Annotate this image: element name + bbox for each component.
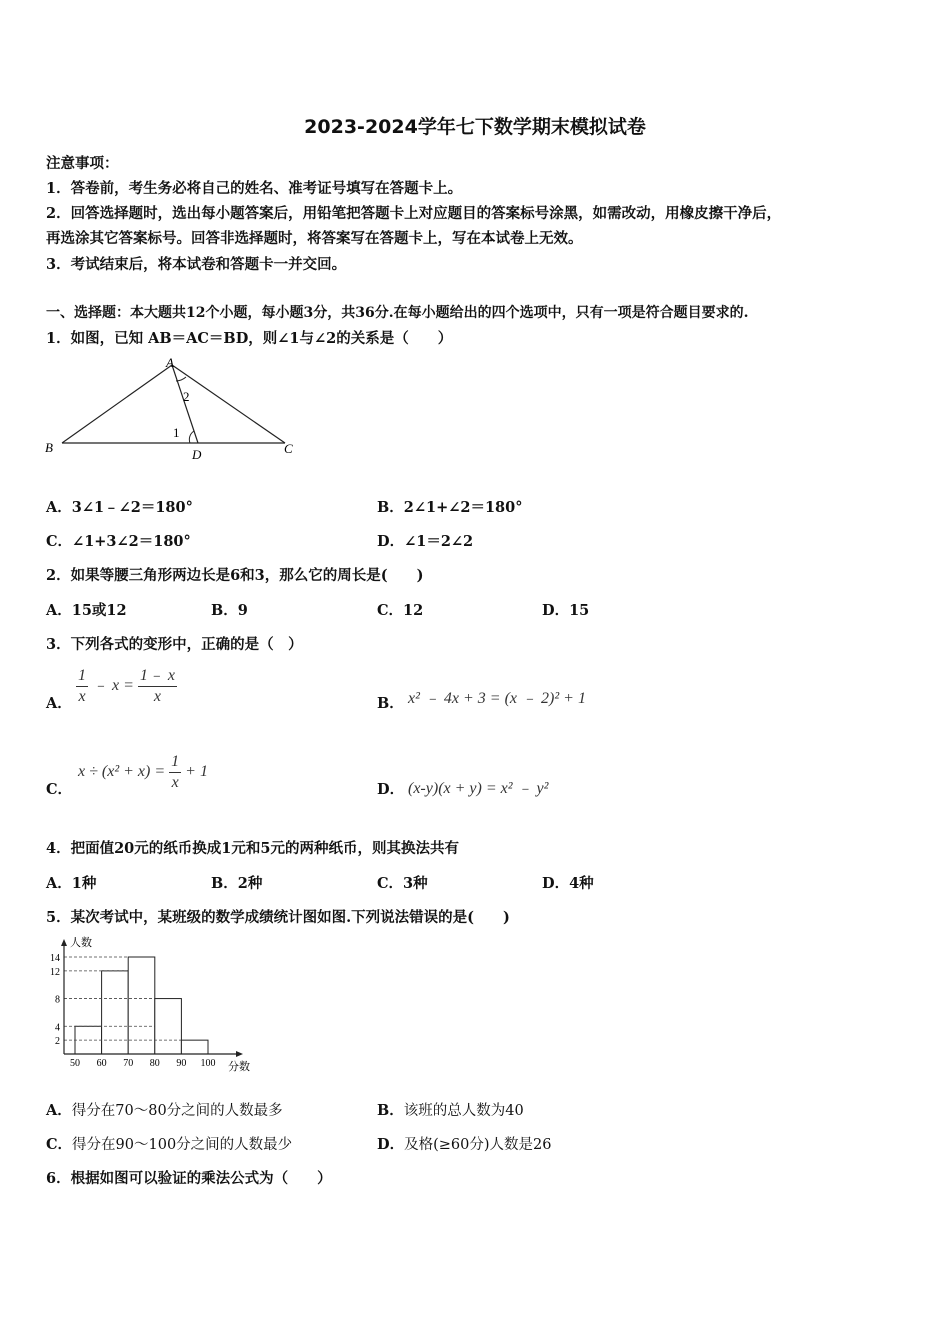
histogram-bar xyxy=(75,1026,102,1054)
notice-item-2-cont: 再选涂其它答案标号。回答非选择题时，将答案写在答题卡上，写在本试卷上无效。 xyxy=(46,230,583,247)
label-d: D xyxy=(192,447,202,462)
q3-c-left: x ÷ (x² + x) = xyxy=(78,763,166,781)
y-tick-label: 14 xyxy=(50,953,60,964)
x-tick-label: 100 xyxy=(200,1058,216,1069)
q5-option-b-text: 该班的总人数为40 xyxy=(403,1103,524,1119)
q6-stem: 6．根据如图可以验证的乘法公式为（ ） xyxy=(46,1170,332,1187)
y-tick-label: 12 xyxy=(50,966,60,978)
q3-option-c-expr xyxy=(78,752,208,793)
q3-option-a-label[interactable]: A． xyxy=(46,695,72,712)
q2-option-b[interactable]: B．9 xyxy=(211,602,248,619)
y-tick-label: 4 xyxy=(55,1022,60,1034)
q2-option-d[interactable]: D．15 xyxy=(542,602,590,619)
x-tick-label: 60 xyxy=(96,1058,107,1069)
q4-option-c[interactable]: C．3种 xyxy=(377,875,428,892)
q2-option-a[interactable]: A．15或12 xyxy=(46,602,127,619)
label-b: B xyxy=(45,440,53,455)
q5-option-d-label: D． xyxy=(377,1136,405,1153)
page-title: 2023-2024学年七下数学期末模拟试卷 xyxy=(304,116,646,138)
x-tick-label: 70 xyxy=(123,1058,134,1069)
frac-num: 1 xyxy=(76,666,88,687)
q1-stem: 1．如图，已知 AB＝AC＝BD，则∠1与∠2的关系是（ ） xyxy=(46,330,453,347)
q3-option-a-expr xyxy=(76,666,177,707)
histogram-bar xyxy=(181,1040,208,1054)
label-c: C xyxy=(284,441,293,456)
q5-option-b-label: B． xyxy=(377,1102,404,1119)
notice-heading: 注意事项： xyxy=(46,155,119,172)
q3-option-c-label[interactable]: C． xyxy=(46,781,73,798)
q4-option-b[interactable]: B．2种 xyxy=(211,875,263,892)
y-axis-label: 人数 xyxy=(70,937,92,949)
q3-option-d-label[interactable]: D． xyxy=(377,781,405,798)
frac-num: 1 xyxy=(169,752,181,773)
y-tick-label: 2 xyxy=(55,1036,60,1048)
frac-den: x xyxy=(153,688,162,705)
notice-item-2: 2．回答选择题时，选出每小题答案后，用铅笔把答题卡上对应题目的答案标号涂黑，如需改动，用橡皮擦干净后， xyxy=(46,205,782,222)
q5-option-c-label: C． xyxy=(46,1136,73,1153)
histogram-bar xyxy=(128,957,155,1054)
q5-option-d[interactable] xyxy=(377,1133,551,1154)
segment-ac xyxy=(172,365,285,443)
q4-stem: 4．把面值20元的纸币换成1元和5元的两种纸币，则其换法共有 xyxy=(46,840,459,857)
x-axis-arrow xyxy=(236,1051,243,1057)
q4-option-d[interactable]: D．4种 xyxy=(542,875,594,892)
q1-option-a[interactable]: A．3∠1﹣∠2＝180° xyxy=(46,499,193,516)
notice-item-1: 1．答卷前，考生务必将自己的姓名、准考证号填写在答题卡上。 xyxy=(46,180,463,197)
q3-c-right: + 1 xyxy=(185,763,208,781)
q3-a-mid: ﹣ x = xyxy=(92,677,134,695)
q5-option-b[interactable] xyxy=(377,1099,524,1120)
q5-option-d-text: 及格(≥60分)人数是26 xyxy=(404,1137,552,1153)
x-tick-label: 80 xyxy=(149,1058,160,1069)
q3-stem: 3．下列各式的变形中，正确的是（ ） xyxy=(46,636,303,653)
frac-den: x xyxy=(78,688,86,705)
q5-option-c-text: 得分在90～100分之间的人数最少 xyxy=(72,1137,293,1153)
x-tick-label: 50 xyxy=(70,1058,80,1069)
q3-option-b-expr: x² ﹣ 4x + 3 = (x ﹣ 2)² + 1 xyxy=(408,690,586,707)
notice-item-3: 3．考试结束后，将本试卷和答题卡一并交回。 xyxy=(46,256,347,273)
histogram-bar xyxy=(155,999,182,1054)
q5-option-a[interactable] xyxy=(46,1099,283,1120)
q2-option-c[interactable]: C．12 xyxy=(377,602,424,619)
y-axis-arrow xyxy=(61,939,67,946)
segment-ab xyxy=(62,365,172,443)
label-angle-2: 2 xyxy=(183,389,190,404)
y-tick-label: 8 xyxy=(55,994,60,1006)
label-a: A xyxy=(166,355,174,370)
q5-option-c[interactable] xyxy=(46,1133,292,1154)
frac-num: 1﹣ x xyxy=(138,666,177,687)
angle-1-arc xyxy=(189,431,194,443)
frac-den: x xyxy=(171,774,179,791)
section-heading: 一、选择题：本大题共12个小题，每小题3分，共36分.在每小题给出的四个选项中，只有一项是符合题目要求的. xyxy=(46,305,749,321)
q4-option-a[interactable]: A．1种 xyxy=(46,875,97,892)
q1-option-d[interactable]: D．∠1＝2∠2 xyxy=(377,533,474,550)
q3-option-b-label[interactable]: B． xyxy=(377,695,404,712)
q5-stem: 5．某次考试中，某班级的数学成绩统计图如图.下列说法错误的是( ) xyxy=(46,909,510,926)
q2-stem: 2．如果等腰三角形两边长是6和3，那么它的周长是( ) xyxy=(46,567,424,584)
angle-2-arc xyxy=(176,377,186,381)
q1-option-b[interactable]: B．2∠1+∠2＝180° xyxy=(377,499,523,516)
histogram-bar xyxy=(102,971,129,1054)
q5-option-a-text: 得分在70～80分之间的人数最多 xyxy=(71,1103,283,1119)
x-tick-label: 90 xyxy=(176,1058,187,1069)
label-angle-1: 1 xyxy=(173,425,180,440)
q1-triangle-figure xyxy=(40,355,302,465)
q1-option-c[interactable]: C．∠1+3∠2＝180° xyxy=(46,533,191,550)
q5-histogram xyxy=(40,932,270,1076)
q5-option-a-label: A． xyxy=(46,1102,72,1119)
x-axis-label: 分数 xyxy=(228,1061,250,1073)
q3-option-d-expr: (x-y)(x + y) = x² ﹣ y² xyxy=(408,780,549,797)
